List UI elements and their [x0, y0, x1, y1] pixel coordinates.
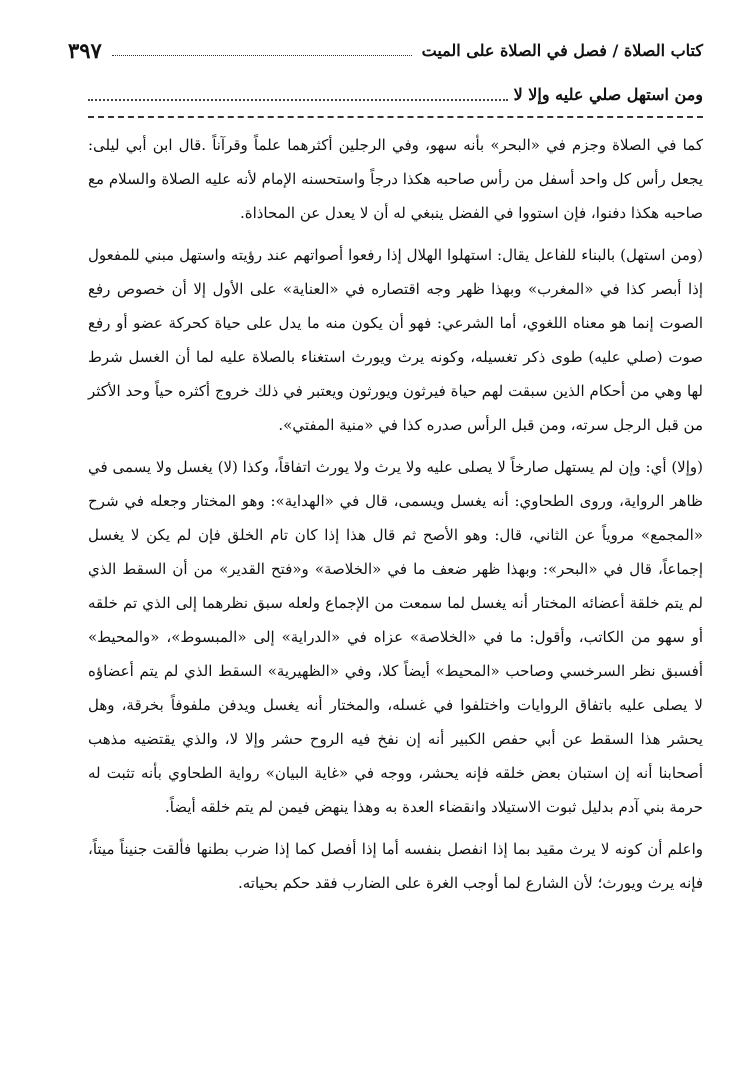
page-number: ٣٩٧: [68, 37, 102, 63]
matn-line: [88, 82, 703, 106]
paragraph: (وإلا) أي: وإن لم يستهل صارخاً لا يصلى عليه ولا يرث ولا يورث اتفاقاً، وكذا (لا) يغسل ولا يسمى في ظاهر الرواية، وروى الطحاوي: أنه يغسل ويسمى، قال في «الهداية»: وهو المختار وجعله في شرح «المجمع» مروياً عن الثاني، قال: وهو الأصح ثم قال هذا إذا كان تام الخلق فإن لم يكن لا يغسل إجماعاً، قال في «البحر»: وبهذا ظهر ضعف ما في «الخلاصة» و«فتح القدير» من أن السقط الذي لم يتم خلقة أعضائه المختار أنه يغسل لما سمعت من الإجماع ولعله سبق نظرهما إلى الذي تم خلقه أو سهو من الكاتب، وأقول: ما في «الخلاصة» عزاه في «الدراية» إلى «المبسوط»، «والمحيط» أفسبق نظر السرخسي وصاحب «المحيط» أيضاً كلا، وفي «الظهيرية» السقط الذي لم يتم أعضاؤه لا يصلى عليه باتفاق الروايات واختلفوا في غسله، والمختار أنه يغسل ويدفن ملفوفاً بخرقة، وهل يحشر هذا السقط عن أبي حفص الكبير أنه إن نفخ فيه الروح حشر وإلا لا، والذي يقتضيه مذهب أصحابنا أنه إن استبان بعض خلقه فإنه يحشر، ووجه في «غاية البيان» رواية الطحاوي بأنه تثبت له حرمة بني آدم بدليل ثبوت الاستيلاد وانقضاء العدة به وهذا ينهض فيمن لم يتم خلقه أيضاً.: [88, 458, 703, 816]
section-divider: [88, 116, 703, 118]
commentary-body: [88, 128, 703, 1068]
running-title: كتاب الصلاة / فصل في الصلاة على الميت: [421, 40, 703, 60]
matn-text: ومن استهل صلي عليه وإلا لا: [513, 84, 703, 104]
matn-dotted-leader: [88, 87, 508, 101]
page-header: [68, 38, 703, 62]
paragraph: واعلم أن كونه لا يرث مقيد بما إذا انفصل بنفسه أما إذا أفصل كما إذا ضرب بطنها فألقت جنيناً ميتاً، فإنه يرث ويورث؛ لأن الشارع لما أوجب الغرة على الضارب فقد حكم بحياته.: [88, 840, 703, 892]
paragraph: (ومن استهل) بالبناء للفاعل يقال: استهلوا الهلال إذا رفعوا أصواتهم عند رؤيته واستهل مبني للمفعول إذا أبصر كذا في «المغرب» وبهذا ظهر وجه اقتصاره في «العناية» على الأول إلا أن خصوص رفع الصوت إنما هو معناه اللغوي، أما الشرعي: فهو أن يكون منه ما يدل على حياة كحركة عضو أو رفع صوت (صلي عليه) طوى ذكر تغسيله، وكونه يرث ويورث استغناء بالصلاة عليه لما أن الغسل شرط لها وهي من أحكام الذين سبقت لهم حياة فيرثون ويورثون ويعتبر في ذلك خروج أكثره حياً وحد الأكثر من قبل الرجل سرته، ومن قبل الرأس صدره كذا في «منية المفتي».: [88, 246, 703, 434]
paragraph: كما في الصلاة وجزم في «البحر» بأنه سهو، وفي الرجلين أكثرهما علماً وقرآناً .قال ابن أبي ليلى: يجعل رأس كل واحد أسفل من رأس صاحبه هكذا درجاً واستحسنه الإمام لأنه عليه الصلاة والسلام مع صاحبه هكذا دفنوا، فإن استووا في الفضل ينبغي له أن لا يعدل عن المحاذاة.: [88, 136, 703, 222]
header-dotted-leader: [112, 45, 412, 56]
